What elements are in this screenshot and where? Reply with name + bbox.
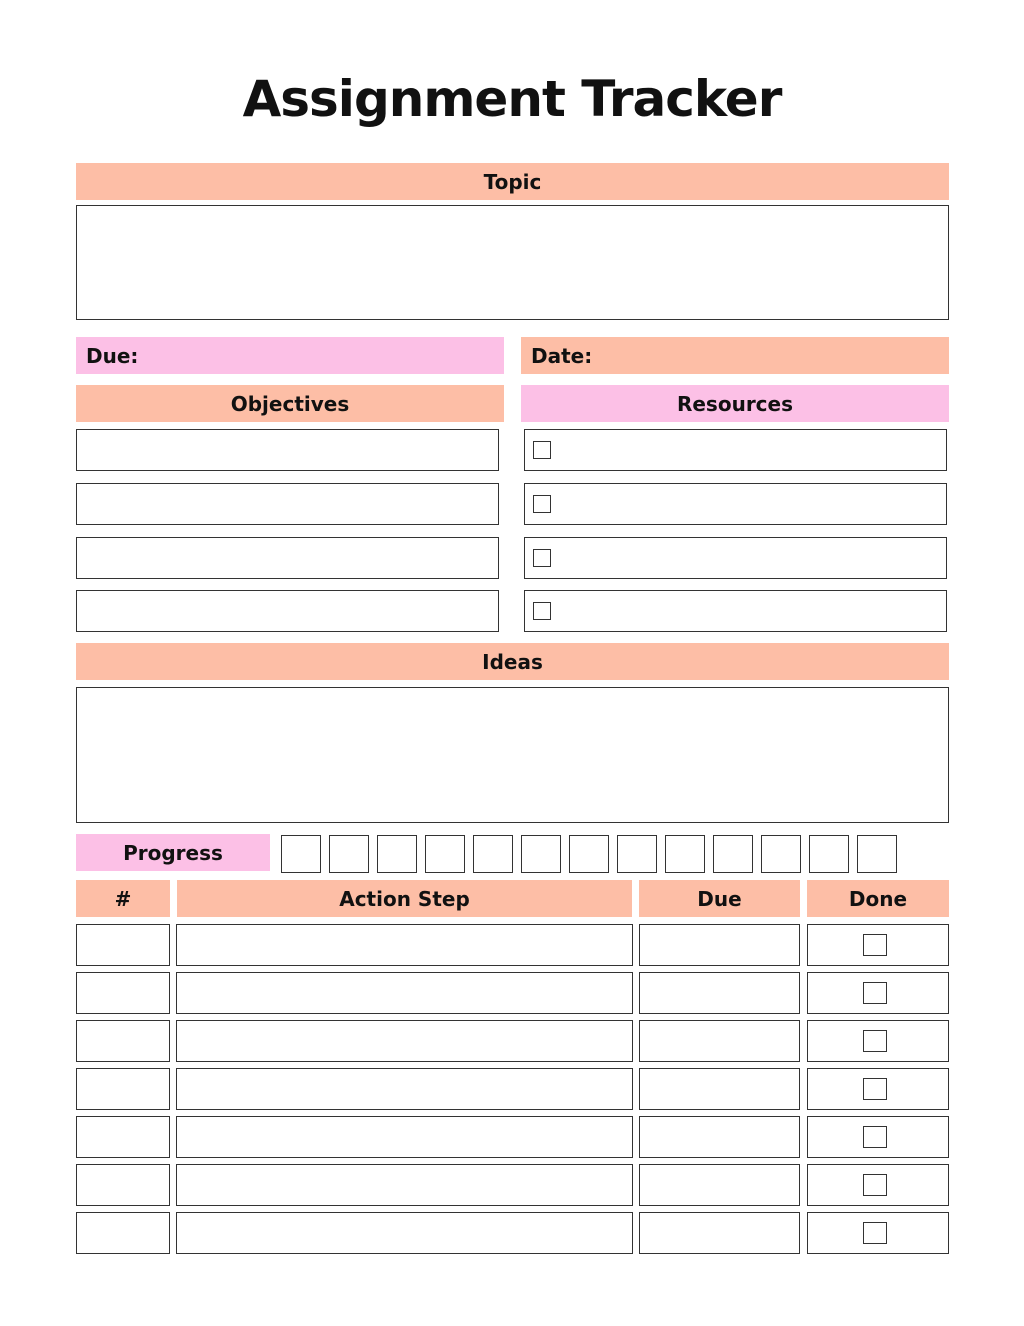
resource-checkbox[interactable] [533, 441, 551, 459]
row-number-cell[interactable] [76, 1164, 170, 1206]
progress-cell[interactable] [425, 835, 465, 873]
row-due-cell[interactable] [639, 924, 800, 966]
table-header-number: # [76, 880, 170, 917]
row-number-cell[interactable] [76, 1068, 170, 1110]
progress-cell[interactable] [857, 835, 897, 873]
topic-field[interactable] [76, 205, 949, 320]
progress-cell[interactable] [809, 835, 849, 873]
done-checkbox[interactable] [863, 982, 887, 1004]
table-header-action-step: Action Step [177, 880, 632, 917]
resource-field[interactable] [524, 429, 947, 471]
row-number-cell[interactable] [76, 924, 170, 966]
row-number-cell[interactable] [76, 1116, 170, 1158]
row-action-step-cell[interactable] [176, 924, 633, 966]
progress-cell[interactable] [521, 835, 561, 873]
row-due-cell[interactable] [639, 1068, 800, 1110]
progress-cell[interactable] [617, 835, 657, 873]
row-due-cell[interactable] [639, 1116, 800, 1158]
done-checkbox[interactable] [863, 1126, 887, 1148]
objective-field[interactable] [76, 590, 499, 632]
row-number-cell[interactable] [76, 1020, 170, 1062]
resource-checkbox[interactable] [533, 495, 551, 513]
done-checkbox[interactable] [863, 1222, 887, 1244]
row-action-step-cell[interactable] [176, 1068, 633, 1110]
objective-field[interactable] [76, 483, 499, 525]
date-field[interactable]: Date: [521, 337, 949, 374]
progress-cell[interactable] [329, 835, 369, 873]
progress-cell[interactable] [569, 835, 609, 873]
row-due-cell[interactable] [639, 1164, 800, 1206]
done-checkbox[interactable] [863, 934, 887, 956]
done-checkbox[interactable] [863, 1078, 887, 1100]
row-action-step-cell[interactable] [176, 1164, 633, 1206]
objective-field[interactable] [76, 429, 499, 471]
topic-header: Topic [76, 163, 949, 200]
row-action-step-cell[interactable] [176, 1020, 633, 1062]
objectives-header: Objectives [76, 385, 504, 422]
row-number-cell[interactable] [76, 972, 170, 1014]
resource-field[interactable] [524, 590, 947, 632]
page-title: Assignment Tracker [242, 70, 782, 128]
progress-cell[interactable] [377, 835, 417, 873]
objective-field[interactable] [76, 537, 499, 579]
row-action-step-cell[interactable] [176, 972, 633, 1014]
ideas-field[interactable] [76, 687, 949, 823]
row-due-cell[interactable] [639, 972, 800, 1014]
resource-checkbox[interactable] [533, 549, 551, 567]
progress-label: Progress [76, 834, 270, 871]
table-header-due: Due [639, 880, 800, 917]
row-action-step-cell[interactable] [176, 1212, 633, 1254]
progress-cell[interactable] [713, 835, 753, 873]
done-checkbox[interactable] [863, 1030, 887, 1052]
row-number-cell[interactable] [76, 1212, 170, 1254]
progress-cell[interactable] [281, 835, 321, 873]
row-due-cell[interactable] [639, 1212, 800, 1254]
due-field[interactable]: Due: [76, 337, 504, 374]
progress-cell[interactable] [473, 835, 513, 873]
progress-cell[interactable] [665, 835, 705, 873]
resources-header: Resources [521, 385, 949, 422]
ideas-header: Ideas [76, 643, 949, 680]
resource-field[interactable] [524, 537, 947, 579]
done-checkbox[interactable] [863, 1174, 887, 1196]
row-action-step-cell[interactable] [176, 1116, 633, 1158]
row-due-cell[interactable] [639, 1020, 800, 1062]
progress-cell[interactable] [761, 835, 801, 873]
table-header-done: Done [807, 880, 949, 917]
resource-checkbox[interactable] [533, 602, 551, 620]
resource-field[interactable] [524, 483, 947, 525]
